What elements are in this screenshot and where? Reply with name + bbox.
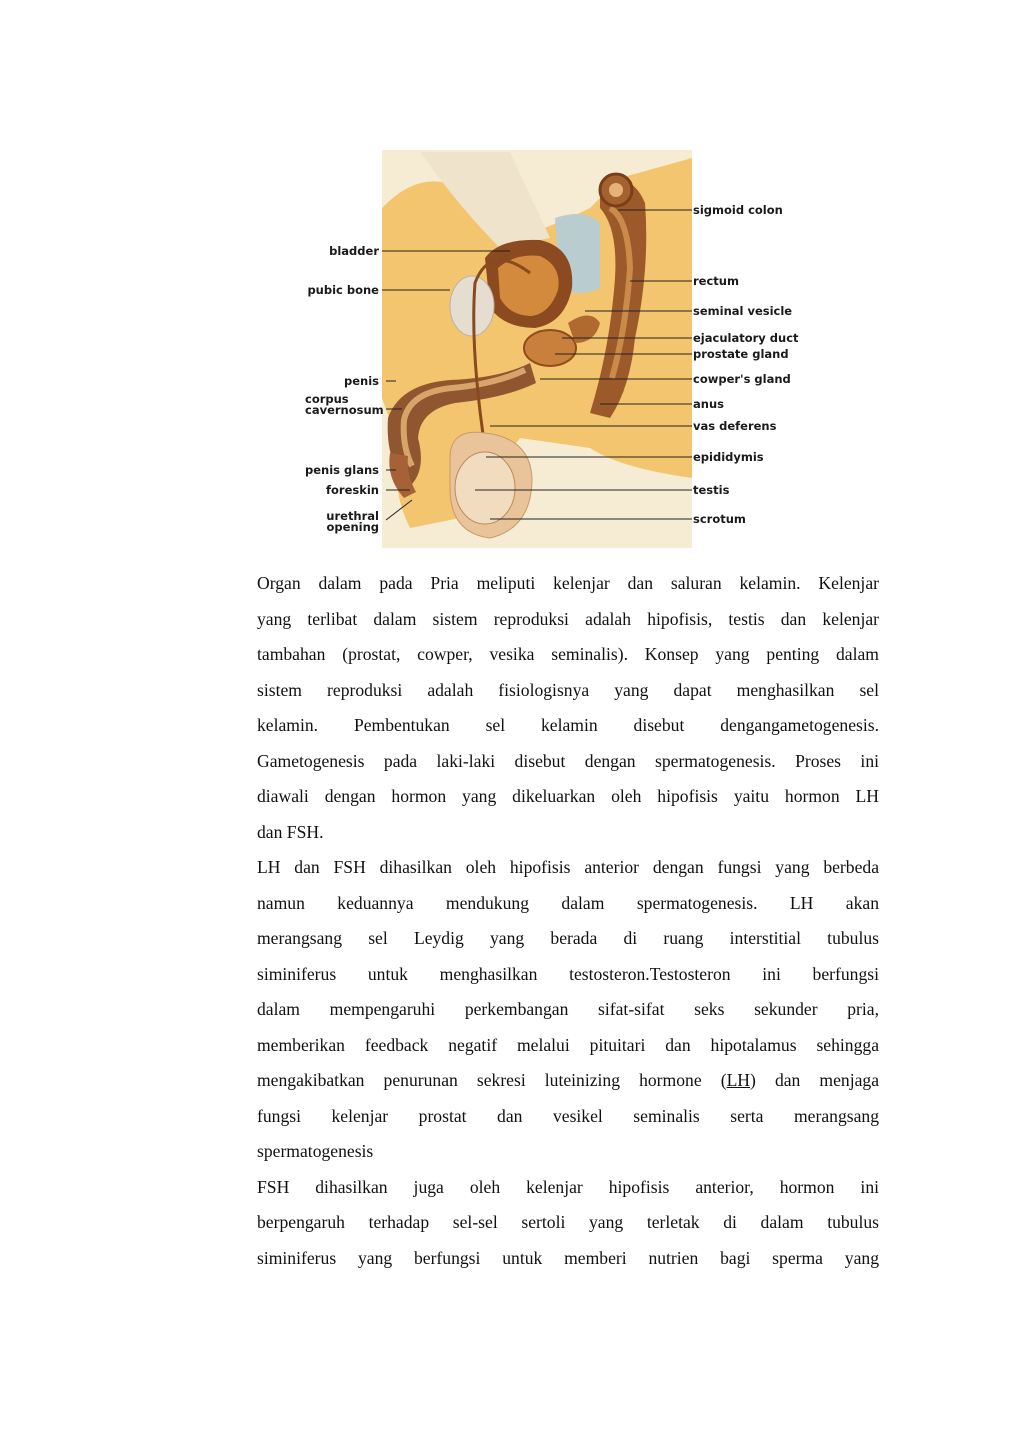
text-line: siminiferus yang berfungsi untuk memberi nutrien bagi sperma yang <box>257 1247 879 1268</box>
label-pubic-bone: pubic bone <box>307 283 379 297</box>
label-opening: opening <box>326 520 379 534</box>
text-line: yang terlibat dalam sistem reproduksi adalah hipofisis, testis dan kelenjar <box>257 608 879 629</box>
male-reproductive-diagram <box>300 148 800 550</box>
text-line: dan FSH. <box>257 821 324 842</box>
label-penis-glans: penis glans <box>305 463 379 477</box>
prostate-shape <box>524 330 576 366</box>
label-prostate-gland: prostate gland <box>693 347 789 361</box>
testis-shape <box>455 452 515 524</box>
text-line: fungsi kelenjar prostat dan vesikel seminalis serta merangsang <box>257 1105 879 1126</box>
label-bladder: bladder <box>329 244 379 258</box>
label-urethral: urethral <box>326 509 379 523</box>
label-rectum: rectum <box>693 274 739 288</box>
text-segment: mengakibatkan penurunan sekresi luteinizing hormone ( <box>257 1070 727 1090</box>
text-line: siminiferus untuk menghasilkan testosteron.Testosteron ini berfungsi <box>257 963 879 984</box>
text-line: diawali dengan hormon yang dikeluarkan oleh hipofisis yaitu hormon LH <box>257 786 879 806</box>
text-line: spermatogenesis <box>257 1141 374 1161</box>
label-scrotum: scrotum <box>693 512 746 526</box>
body-text <box>257 566 879 1276</box>
label-testis: testis <box>693 483 730 497</box>
text-line: memberikan feedback negatif melalui pituitari dan hipotalamus sehingga <box>257 1034 879 1055</box>
label-foreskin: foreskin <box>326 483 379 497</box>
text-line: merangsang sel Leydig yang berada di ruang interstitial tubulus <box>257 928 879 948</box>
label-vas-deferens: vas deferens <box>693 419 777 433</box>
text-line: berpengaruh terhadap sel-sel sertoli yang terletak di dalam tubulus <box>257 1212 879 1232</box>
pubic-bone-shape <box>450 276 494 336</box>
text-line: sistem reproduksi adalah fisiologisnya yang dapat menghasilkan sel <box>257 679 879 700</box>
label-seminal-vesicle: seminal vesicle <box>693 304 793 318</box>
label-corpus: corpus <box>305 392 349 406</box>
text-segment: ) dan menjaga <box>750 1070 879 1090</box>
text-line: namun keduannya mendukung dalam spermatogenesis. LH akan <box>257 892 879 913</box>
text-line: tambahan (prostat, cowper, vesika seminalis). Konsep yang penting dalam <box>257 644 879 664</box>
text-line: FSH dihasilkan juga oleh kelenjar hipofisis anterior, hormon ini <box>257 1176 879 1197</box>
label-cavernosum: cavernosum <box>305 403 384 417</box>
label-epididymis: epididymis <box>693 450 764 464</box>
anatomy-figure <box>300 148 800 550</box>
text-line: Organ dalam pada Pria meliputi kelenjar dan saluran kelamin. Kelenjar <box>257 573 879 593</box>
label-penis: penis <box>343 374 379 388</box>
text-line: dalam mempengaruhi perkembangan sifat-sifat seks sekunder pria, <box>257 999 879 1019</box>
text-line: kelamin. Pembentukan sel kelamin disebut dengangametogenesis. <box>257 715 879 735</box>
colon-lumen <box>609 183 623 197</box>
text-line-with-link <box>257 1063 879 1099</box>
text-line: LH dan FSH dihasilkan oleh hipofisis anterior dengan fungsi yang berbeda <box>257 857 879 877</box>
lh-link[interactable]: LH <box>726 1070 751 1090</box>
label-anus: anus <box>693 397 724 411</box>
label-cowpers-gland: cowper's gland <box>693 372 791 386</box>
text-line: Gametogenesis pada laki-laki disebut dengan spermatogenesis. Proses ini <box>257 750 879 771</box>
label-ejaculatory-duct: ejaculatory duct <box>693 331 799 345</box>
label-sigmoid-colon: sigmoid colon <box>693 203 783 217</box>
